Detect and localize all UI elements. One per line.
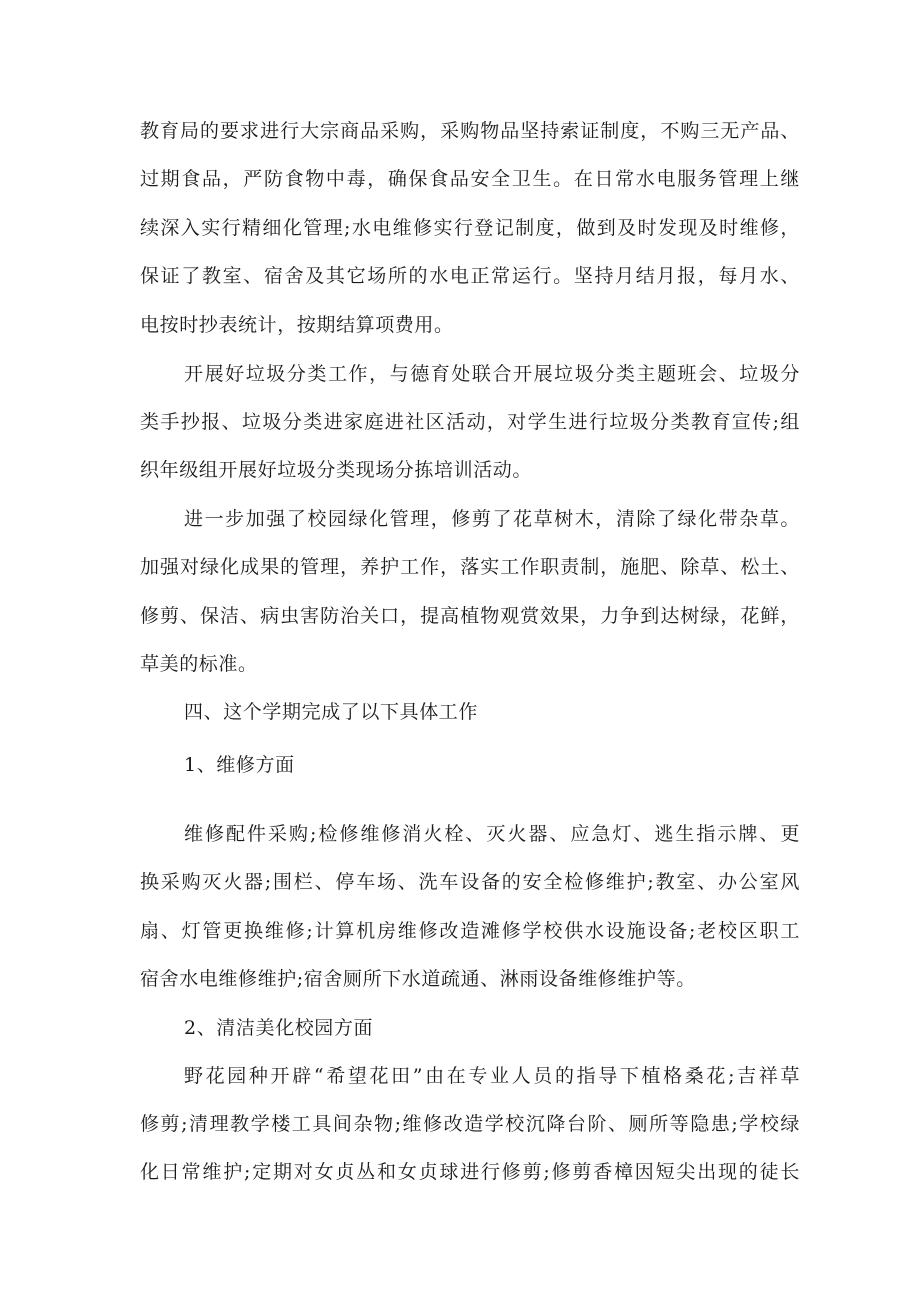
paragraph-line: 扇、灯管更换维修;计算机房维修改造滩修学校供水设施设备;老校区职工 [140,920,800,942]
paragraph-line: 类手抄报、垃圾分类进家庭进社区活动，对学生进行垃圾分类教育宣传;组 [140,411,800,433]
subsection-heading: 2、清洁美化校园方面 [184,1017,374,1039]
paragraph-line: 草美的标准。 [140,653,258,675]
section-heading: 四、这个学期完成了以下具体工作 [184,701,479,723]
subsection-heading: 1、维修方面 [184,754,295,776]
paragraph-line: 续深入实行精细化管理;水电维修实行登记制度，做到及时发现及时维修， [140,217,800,239]
paragraph-line: 加强对绿化成果的管理，养护工作，落实工作职责制，施肥、除草、松土、 [140,556,800,578]
paragraph-line: 换采购灭火器;围栏、停车场、洗车设备的安全检修维护;教室、办公室风 [140,871,800,893]
paragraph-line: 修剪、保洁、病虫害防治关口，提高植物观赏效果，力争到达树绿，花鲜， [140,605,800,627]
paragraph-line: 野花园种开辟“希望花田”由在专业人员的指导下植格桑花;吉祥草 [184,1065,800,1087]
paragraph-line: 化日常维护;定期对女贞丛和女贞球进行修剪;修剪香樟因短尖出现的徒长 [140,1161,800,1183]
paragraph-line: 织年级组开展好垃圾分类现场分拣培训活动。 [140,459,533,481]
paragraph-line: 开展好垃圾分类工作，与德育处联合开展垃圾分类主题班会、垃圾分 [184,363,800,385]
paragraph-line: 修剪;清理教学楼工具间杂物;维修改造学校沉降台阶、厕所等隐患;学校绿 [140,1113,800,1135]
paragraph-line: 宿舍水电维修维护;宿舍厕所下水道疏通、淋雨设备维修维护等。 [140,968,696,990]
paragraph-line: 进一步加强了校园绿化管理，修剪了花草树木，清除了绿化带杂草。 [184,508,800,530]
paragraph-line: 教育局的要求进行大宗商品采购，采购物品坚持索证制度，不购三无产品、 [140,120,800,142]
paragraph-line: 维修配件采购;检修维修消火栓、灭火器、应急灯、逃生指示牌、更 [184,823,800,845]
paragraph-line: 保证了教室、宿舍及其它场所的水电正常运行。坚持月结月报，每月水、 [140,265,800,287]
paragraph-line: 过期食品，严防食物中毒，确保食品安全卫生。在日常水电服务管理上继 [140,168,800,190]
paragraph-line: 电按时抄表统计，按期结算项费用。 [140,314,454,336]
